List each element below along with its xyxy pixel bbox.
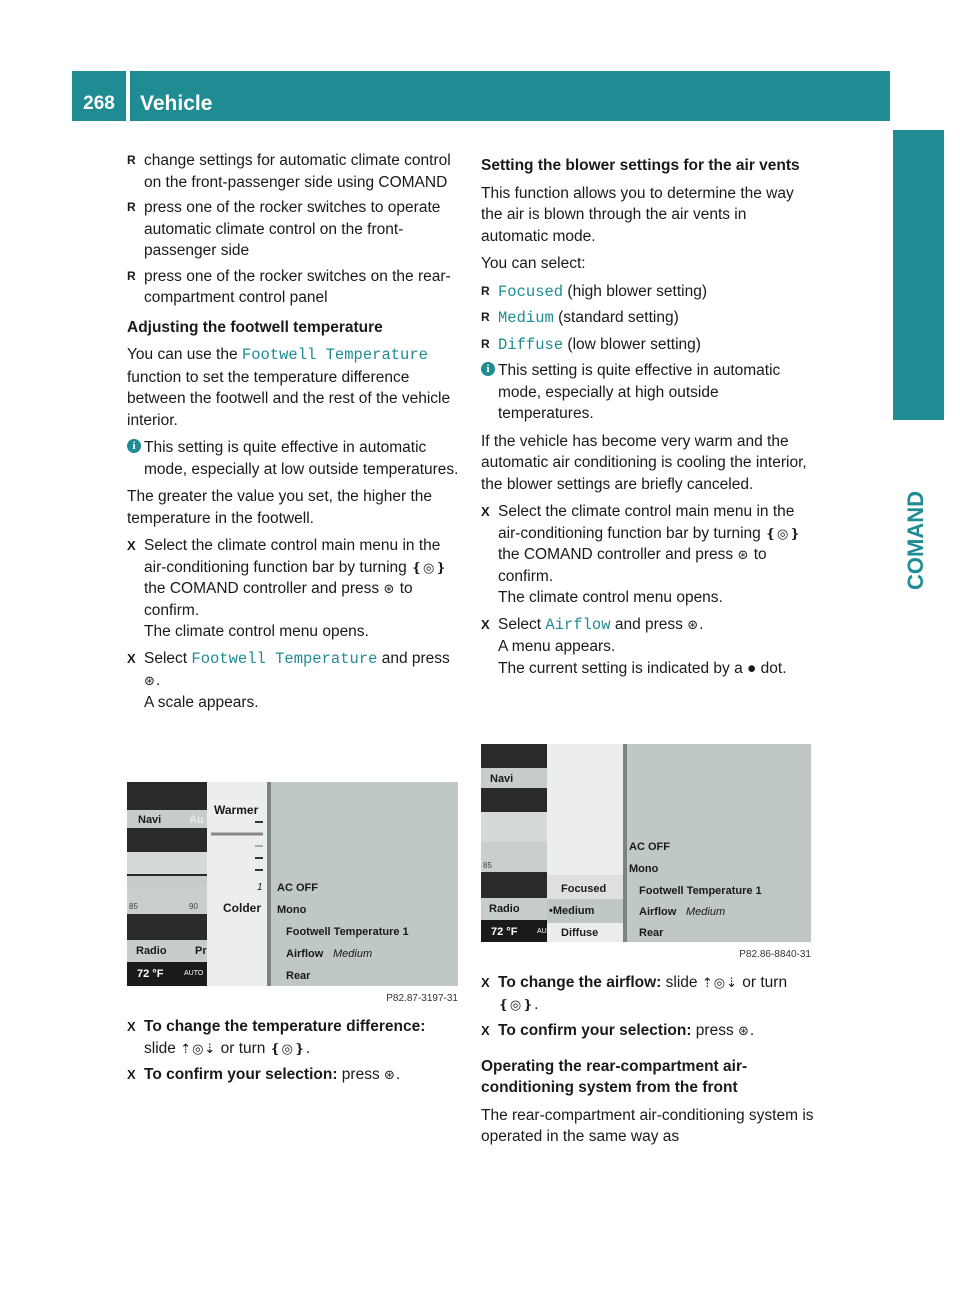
side-tab	[893, 130, 944, 420]
instruction-step: X Select the climate control main menu in the air-conditioning function bar by turning ❴◎❵ the COMAND controller and press ⊛ to confirm. The climate control menu opens.	[481, 501, 815, 609]
menu-item-mono: Mono	[629, 863, 659, 875]
paragraph: This function allows you to determine the way the air is blown through the air vents in automatic mode.	[481, 184, 794, 245]
menu-item-ac: AC OFF	[629, 841, 670, 853]
list-item: R Focused (high blower setting)	[481, 281, 815, 304]
list-item: R Medium (standard setting)	[481, 307, 815, 330]
option-diffuse: Diffuse	[561, 927, 599, 939]
climate-display-left	[127, 782, 458, 986]
svg-text:85: 85	[483, 861, 492, 870]
svg-text:Pr: Pr	[195, 945, 207, 957]
info-note: i This setting is quite effective in automatic mode, especially at high outside temperatures.	[481, 360, 815, 425]
info-note: i This setting is quite effective in automatic mode, especially at low outside temperatures.	[127, 437, 461, 480]
menu-item-airflow: Airflow	[286, 948, 324, 960]
controller-turn-icon: ❴◎❵	[411, 559, 448, 575]
page-header	[72, 71, 890, 121]
instruction-step: X To confirm your selection: press ⊛.	[481, 1020, 815, 1042]
screenshot-footwell-scale	[127, 782, 458, 1004]
instruction-step: X To confirm your selection: press ⊛.	[127, 1064, 461, 1086]
option-focused: Focused	[561, 883, 607, 895]
controller-press-icon: ⊛	[737, 547, 750, 562]
menu-item-airflow: Airflow	[639, 906, 677, 918]
section-heading: Operating the rear-compartment air-conditioning system from the front	[481, 1057, 748, 1096]
tab-radio: Radio	[136, 945, 167, 957]
paragraph: You can select:	[481, 255, 586, 272]
instruction-step: X To change the temperature difference: slide ⇡◎⇣ or turn ❴◎❵.	[127, 1016, 461, 1059]
controller-press-icon: ⊛	[384, 1067, 396, 1082]
controller-press-icon: ⊛	[687, 616, 700, 632]
chapter-title: Vehicle	[140, 92, 213, 115]
controller-press-icon: ⊛	[738, 1023, 750, 1038]
temperature-readout: 72 °F	[491, 926, 518, 938]
instruction-step: X To change the airflow: slide ⇡◎⇣ or turn ❴◎❵.	[481, 972, 815, 1015]
screenshot-airflow-menu	[481, 744, 811, 960]
menu-item-mono: Mono	[277, 904, 307, 916]
section-heading: Setting the blower settings for the air vents	[481, 157, 800, 174]
controller-slide-icon: ⇡◎⇣	[701, 975, 738, 990]
right-column-bottom	[481, 972, 815, 1154]
left-column	[127, 150, 461, 718]
tab-radio: Radio	[489, 903, 520, 915]
svg-text:AUTO: AUTO	[184, 970, 204, 977]
svg-text:90: 90	[189, 902, 198, 911]
menu-item-rear: Rear	[639, 927, 664, 939]
scale-warmer-label: Warmer	[214, 803, 259, 817]
menu-item-footwell: Footwell Temperature 1	[639, 885, 762, 897]
page-number: 268	[83, 93, 115, 114]
tab-navi: Navi	[138, 814, 162, 826]
list-item: R press one of the rocker switches to operate automatic climate control on the front-passenger side	[127, 197, 461, 262]
menu-item-rear: Rear	[286, 970, 311, 982]
instruction-step: X Select the climate control main menu in the air-conditioning function bar by turning ❴◎❵ the COMAND controller and press ⊛ to confirm. The climate control menu opens.	[127, 535, 461, 643]
image-reference: P82.87-3197-31	[386, 993, 458, 1004]
controller-turn-icon: ❴◎❵	[269, 1040, 306, 1056]
right-column	[481, 155, 815, 684]
instruction-step: X Select Footwell Temperature and press ⊛. A scale appears.	[127, 648, 461, 714]
paragraph: If the vehicle has become very warm and the automatic air conditioning is cooling the interior, the blower settings are briefly canceled.	[481, 432, 807, 493]
svg-text:Medium: Medium	[686, 906, 726, 918]
info-icon: i	[127, 439, 141, 453]
menu-item-ac: AC OFF	[277, 882, 318, 894]
controller-press-icon: ⊛	[383, 581, 396, 596]
svg-text:1: 1	[257, 882, 263, 893]
list-item: R change settings for automatic climate control on the front-passenger side using COMAND	[127, 150, 461, 193]
controller-slide-icon: ⇡◎⇣	[180, 1040, 217, 1056]
side-tab-label-wrap	[893, 430, 944, 590]
svg-text:85: 85	[129, 902, 138, 911]
tab-navi: Navi	[490, 773, 514, 785]
list-item: R Diffuse (low blower setting)	[481, 334, 815, 357]
dot-icon: ●	[747, 659, 757, 677]
controller-press-icon: ⊛	[144, 673, 156, 688]
paragraph: The greater the value you set, the higher the temperature in the footwell.	[127, 488, 433, 527]
climate-display-right	[481, 744, 811, 942]
temperature-readout: 72 °F	[137, 968, 164, 980]
list-item: R press one of the rocker switches on the rear-compartment control panel	[127, 266, 461, 309]
svg-text:Au: Au	[189, 814, 204, 826]
section-heading: Adjusting the footwell temperature	[127, 318, 383, 336]
paragraph: You can use the Footwell Temperature function to set the temperature difference between the footwell and the rest of the vehicle interior.	[127, 346, 451, 429]
header-separator	[126, 71, 130, 121]
controller-turn-icon: ❴◎❵	[498, 996, 535, 1012]
paragraph: The rear-compartment air-conditioning system is operated in the same way as	[481, 1106, 814, 1145]
svg-text:AU: AU	[537, 928, 547, 935]
controller-turn-icon: ❴◎❵	[765, 525, 802, 541]
left-column-bottom	[127, 1016, 461, 1091]
side-tab-label: COMAND	[903, 491, 928, 590]
option-medium: •Medium	[549, 905, 595, 917]
image-reference: P82.86-8840-31	[739, 949, 811, 960]
side-tab-block	[893, 130, 944, 420]
svg-text:Medium: Medium	[333, 948, 373, 960]
info-icon: i	[481, 362, 495, 376]
instruction-step: X Select Airflow and press ⊛. A menu appears. The current setting is indicated by a ● dot.	[481, 614, 815, 680]
scale-colder-label: Colder	[223, 901, 262, 915]
menu-item-footwell: Footwell Temperature 1	[286, 926, 409, 938]
